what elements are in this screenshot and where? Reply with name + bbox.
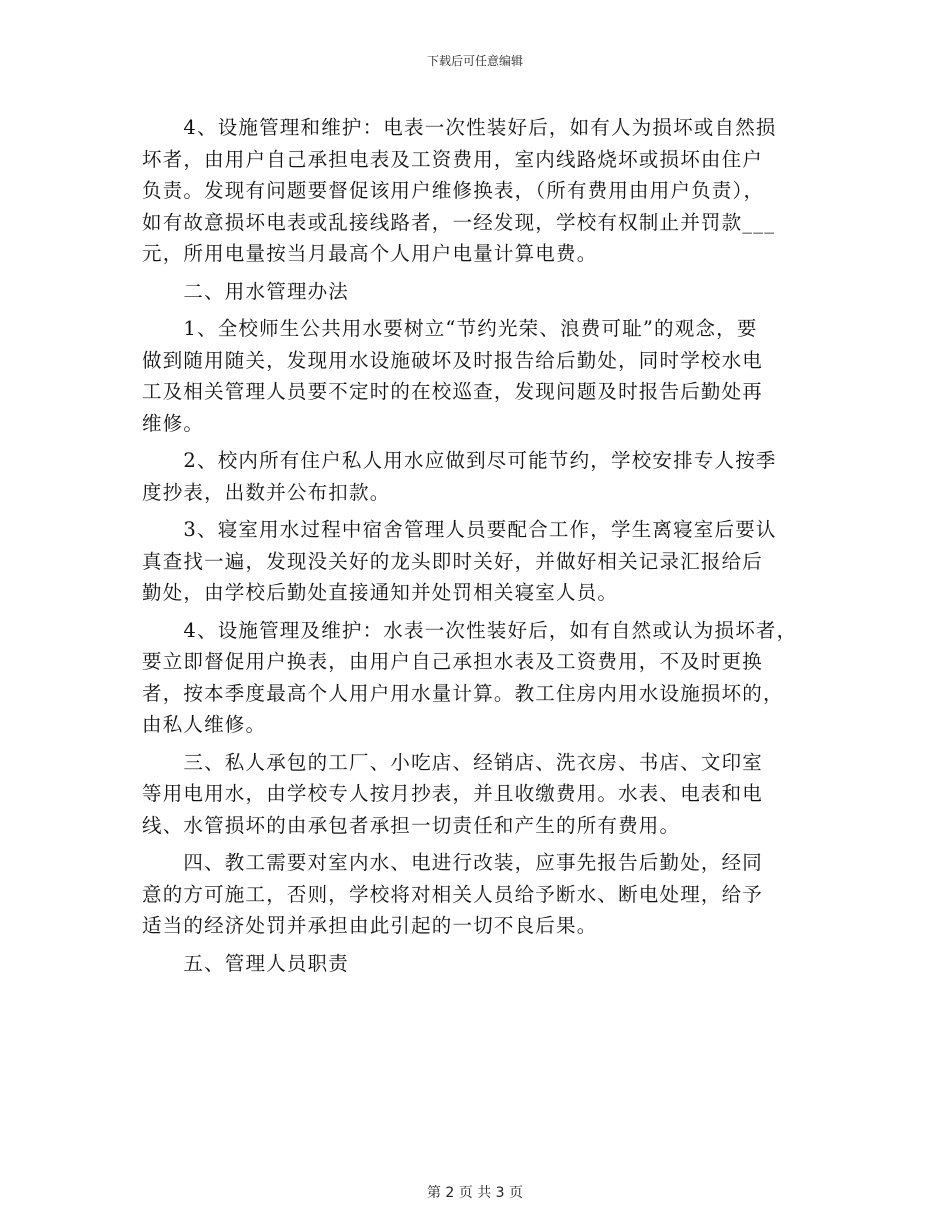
paragraph-water-item-1: 1、全校师生公共用水要树立“节约光荣、浪费可耻”的观念，要 做到随用随关，发现用水设施破坏及时报告给后勤处，同时学校水电 工及相关管理人员要不定时的在校巡查，发现问题及时报告后勤处再 维修。 <box>142 317 764 435</box>
section-three-contractors: 三、私人承包的工厂、小吃店、经销店、洗衣房、书店、文印室 等用电用水，由学校专人按月抄表，并且收缴费用。水表、电表和电 线、水管损坏的由承包者承担一切责任和产生的所有费用。 <box>142 750 764 837</box>
section-four-staff-modifications: 四、教工需要对室内水、电进行改装，应事先报告后勤处，经同 意的方可施工，否则，学校将对相关人员给予断水、断电处理，给予 适当的经济处罚并承担由此引起的一切不良后果。 <box>142 851 764 937</box>
page-number: 第 2 页 共 3 页 <box>426 1185 524 1201</box>
paragraph-electric-facility-maintenance: 4、设施管理和维护：电表一次性装好后，如有人为损坏或自然损 坏者，由用户自己承担电表及工资费用，室内线路烧坏或损坏由住户 负责。发现有问题要督促该用户维修换表，（所有费用由用户负责）， 如有故意损坏电表或乱接线路者，一经发现，学校有权制止并罚款___ 元，所用电量按当月最高个人用户电量计算电费。 <box>142 116 777 265</box>
paragraph-water-item-3: 3、寝室用水过程中宿舍管理人员要配合工作，学生离寝室后要认 真查找一遍，发现没关好的龙头即时关好，并做好相关记录汇报给后 勤处，由学校后勤处直接通知并处罚相关寝室人员。 <box>142 518 777 604</box>
section-heading-water-management: 二、用水管理办法 <box>142 279 350 303</box>
section-heading-staff-duties: 五、管理人员职责 <box>142 951 350 975</box>
document-body <box>142 112 807 979</box>
paragraph-water-item-2: 2、校内所有住户私人用水应做到尽可能节约，学校安排专人按季 度抄表，出数并公布扣款。 <box>142 449 777 504</box>
page-header: 下载后可任意编辑 <box>426 54 523 68</box>
paragraph-water-item-4: 4、设施管理及维护：水表一次性装好后，如有自然或认为损坏者， 要立即督促用户换表，由用户自己承担水表及工资费用，不及时更换 者，按本季度最高个人用户用水量计算。教工住房内用水设施损坏的， 由私人维修。 <box>142 618 798 736</box>
